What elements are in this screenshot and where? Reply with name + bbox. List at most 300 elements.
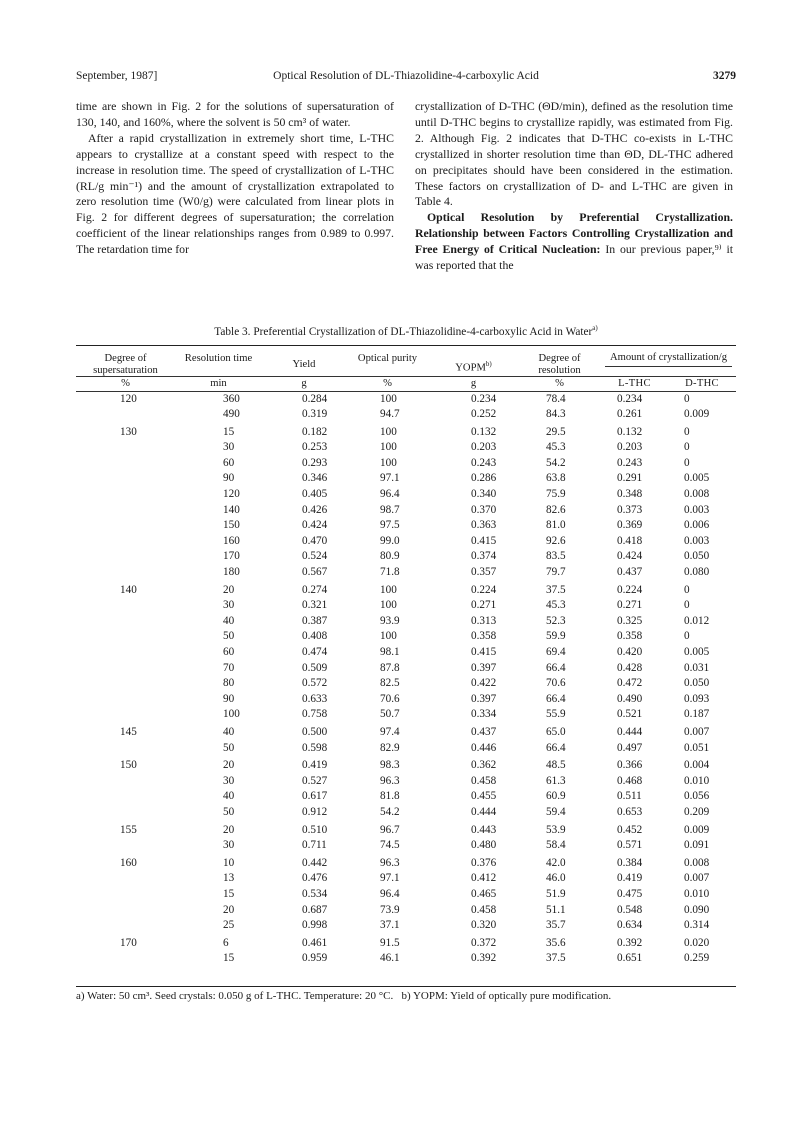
cell-yield: 0.567 (302, 566, 328, 579)
cell-supersaturation (76, 903, 175, 919)
cell-supersaturation (76, 565, 175, 581)
cell-yopm: 0.446 (471, 741, 497, 754)
table-row (76, 741, 736, 757)
cell-yopm: 0.374 (471, 550, 497, 563)
col-header-optical-purity: Optical purity (357, 353, 418, 364)
cell-l-thc: 0.234 (617, 392, 643, 405)
table-row (76, 456, 736, 472)
footnote-b: b) YOPM: Yield of optically pure modification. (401, 990, 612, 1002)
cell-supersaturation: 120 (120, 392, 137, 405)
table-row (76, 391, 736, 407)
cell-time: 20 (223, 823, 235, 836)
cell-resolution: 37.5 (546, 952, 566, 965)
table-row (76, 887, 736, 903)
table-body (76, 391, 736, 967)
cell-supersaturation: 145 (120, 725, 137, 738)
col-header-amount-of-crystallization (601, 349, 736, 377)
cell-purity: 96.3 (380, 856, 400, 869)
cell-l-thc: 0.428 (617, 661, 643, 674)
table-row (76, 598, 736, 614)
cell-yopm: 0.437 (471, 725, 497, 738)
cell-supersaturation (76, 518, 175, 534)
table-row (76, 903, 736, 919)
cell-yopm: 0.465 (471, 887, 497, 900)
unit-yopm: g (429, 377, 518, 392)
cell-resolution: 82.6 (546, 503, 566, 516)
cell-resolution: 37.5 (546, 583, 566, 596)
cell-l-thc: 0.366 (617, 759, 643, 772)
cell-supersaturation (76, 614, 175, 630)
cell-yopm: 0.443 (471, 823, 497, 836)
cell-purity: 100 (380, 456, 397, 469)
table-row (76, 614, 736, 630)
cell-yopm: 0.252 (471, 408, 497, 421)
cell-time: 10 (223, 856, 235, 869)
cell-yield: 0.474 (302, 646, 328, 658)
cell-supersaturation (76, 534, 175, 550)
cell-time: 13 (223, 872, 235, 885)
cell-purity: 94.7 (380, 408, 400, 421)
cell-purity: 74.5 (380, 839, 400, 852)
cell-time: 140 (223, 503, 240, 516)
cell-yield: 0.387 (302, 614, 328, 627)
col-header-d-thc: D-THC (668, 377, 736, 392)
cell-l-thc: 0.369 (617, 519, 643, 532)
cell-resolution: 66.4 (546, 692, 566, 705)
cell-time: 50 (223, 741, 235, 754)
cell-yield: 0.321 (302, 599, 328, 612)
cell-yopm: 0.363 (471, 519, 497, 532)
cell-yield: 0.424 (302, 519, 328, 532)
cell-l-thc: 0.384 (617, 856, 643, 869)
cell-d-thc: 0.009 (684, 408, 710, 421)
cell-l-thc: 0.548 (617, 903, 643, 916)
unit-purity: % (346, 377, 429, 392)
cell-d-thc: 0.005 (684, 472, 710, 485)
cell-yield: 0.461 (302, 936, 328, 949)
cell-supersaturation (76, 471, 175, 487)
cell-supersaturation (76, 503, 175, 519)
cell-supersaturation (76, 741, 175, 757)
cell-yield: 0.442 (302, 856, 328, 869)
cell-purity: 81.8 (380, 790, 400, 803)
cell-purity: 96.4 (380, 887, 400, 900)
cell-resolution: 61.3 (546, 774, 566, 787)
table-row (76, 838, 736, 854)
col-header-yield: Yield (292, 359, 316, 370)
cell-purity: 50.7 (380, 708, 400, 721)
cell-d-thc: 0.051 (684, 741, 710, 754)
cell-time: 15 (223, 425, 235, 438)
yopm-label: YOPM (455, 362, 486, 374)
cell-l-thc: 0.243 (617, 456, 643, 469)
cell-supersaturation (76, 645, 175, 661)
col-header-l-thc: L-THC (601, 377, 668, 392)
table-caption-note: a) (592, 324, 598, 332)
table-row (76, 676, 736, 692)
cell-resolution: 65.0 (546, 725, 566, 738)
table-header-row (76, 349, 736, 377)
cell-time: 100 (223, 708, 240, 721)
table-row (76, 661, 736, 677)
cell-resolution: 29.5 (546, 425, 566, 438)
cell-l-thc: 0.348 (617, 488, 643, 501)
cell-l-thc: 0.653 (617, 805, 643, 818)
cell-purity: 100 (380, 599, 397, 612)
cell-yopm: 0.203 (471, 441, 497, 454)
table-units-row (76, 377, 736, 392)
data-table (76, 349, 736, 967)
cell-purity: 100 (380, 630, 397, 643)
cell-resolution: 69.4 (546, 646, 566, 658)
cell-purity: 71.8 (380, 566, 400, 579)
cell-supersaturation (76, 838, 175, 854)
cell-supersaturation: 130 (120, 425, 137, 438)
cell-d-thc: 0 (684, 630, 690, 643)
cell-purity: 82.9 (380, 741, 400, 754)
cell-supersaturation (76, 871, 175, 887)
table-row (76, 805, 736, 821)
cell-time: 90 (223, 472, 235, 485)
footnote-a: a) Water: 50 cm³. Seed crystals: 0.050 g of L-THC. Temperature: 20 °C. (76, 990, 394, 1002)
table-row (76, 707, 736, 723)
cell-supersaturation (76, 676, 175, 692)
cell-supersaturation (76, 629, 175, 645)
cell-yield: 0.617 (302, 790, 328, 803)
cell-d-thc: 0.012 (684, 614, 710, 627)
cell-supersaturation (76, 407, 175, 423)
section-heading: Optical Resolution by Preferential Crystallization. Relationship between Factors Controlling Crystallization and Free Energy of Critical Nucleation: (415, 210, 733, 257)
cell-time: 80 (223, 677, 235, 690)
cell-purity: 97.5 (380, 519, 400, 532)
cell-resolution: 53.9 (546, 823, 566, 836)
cell-time: 490 (223, 408, 240, 421)
cell-l-thc: 0.291 (617, 472, 643, 485)
cell-yield: 0.912 (302, 805, 328, 818)
cell-resolution: 52.3 (546, 614, 566, 627)
cell-d-thc: 0.006 (684, 519, 710, 532)
cell-d-thc: 0 (684, 441, 690, 454)
cell-yield: 0.509 (302, 661, 328, 674)
cell-yield: 0.476 (302, 872, 328, 885)
cell-supersaturation (76, 789, 175, 805)
cell-resolution: 42.0 (546, 856, 566, 869)
table-row (76, 440, 736, 456)
table-bottom-rule (76, 986, 736, 987)
cell-yopm: 0.358 (471, 630, 497, 643)
cell-supersaturation: 170 (120, 936, 137, 949)
cell-d-thc: 0.005 (684, 646, 710, 658)
cell-purity: 37.1 (380, 919, 400, 932)
table-footnote (76, 989, 736, 1004)
cell-yield: 0.998 (302, 919, 328, 932)
col-header-yopm (429, 349, 518, 377)
cell-time: 90 (223, 692, 235, 705)
cell-yopm: 0.392 (471, 952, 497, 965)
table-row (76, 723, 736, 741)
cell-d-thc: 0 (684, 599, 690, 612)
cell-d-thc: 0 (684, 425, 690, 438)
cell-l-thc: 0.392 (617, 936, 643, 949)
cell-l-thc: 0.497 (617, 741, 643, 754)
cell-l-thc: 0.511 (617, 790, 642, 803)
cell-l-thc: 0.651 (617, 952, 643, 965)
col-header-supersaturation: Degree of supersaturation (93, 353, 158, 376)
cell-d-thc: 0.007 (684, 725, 710, 738)
cell-yield: 0.758 (302, 708, 328, 721)
cell-d-thc: 0.007 (684, 872, 710, 885)
cell-purity: 100 (380, 425, 397, 438)
cell-time: 180 (223, 566, 240, 579)
cell-resolution: 54.2 (546, 456, 566, 469)
cell-d-thc: 0.020 (684, 936, 710, 949)
table-row (76, 789, 736, 805)
cell-time: 40 (223, 614, 235, 627)
cell-yopm: 0.397 (471, 661, 497, 674)
table-row (76, 934, 736, 952)
yopm-note: b) (485, 360, 492, 368)
cell-yopm: 0.444 (471, 805, 497, 818)
cell-time: 15 (223, 887, 235, 900)
cell-time: 160 (223, 534, 240, 547)
cell-l-thc: 0.475 (617, 887, 643, 900)
cell-purity: 93.9 (380, 614, 400, 627)
col-header-resolution-time: Resolution time (184, 353, 253, 364)
table-row (76, 871, 736, 887)
cell-resolution: 66.4 (546, 741, 566, 754)
cell-resolution: 83.5 (546, 550, 566, 563)
table-row (76, 774, 736, 790)
cell-l-thc: 0.437 (617, 566, 643, 579)
cell-purity: 91.5 (380, 936, 400, 949)
cell-purity: 100 (380, 583, 397, 596)
cell-yopm: 0.357 (471, 566, 497, 579)
cell-purity: 99.0 (380, 534, 400, 547)
cell-yopm: 0.132 (471, 425, 497, 438)
cell-yield: 0.284 (302, 392, 328, 405)
cell-supersaturation (76, 707, 175, 723)
cell-time: 30 (223, 599, 235, 612)
table-caption-text: Table 3. Preferential Crystallization of DL-Thiazolidine-4-carboxylic Acid in Water (214, 325, 593, 338)
cell-resolution: 59.4 (546, 805, 566, 818)
cell-l-thc: 0.521 (617, 708, 643, 721)
cell-time: 60 (223, 456, 235, 469)
cell-yopm: 0.455 (471, 790, 497, 803)
cell-l-thc: 0.452 (617, 823, 643, 836)
cell-yopm: 0.334 (471, 708, 497, 721)
cell-resolution: 78.4 (546, 392, 566, 405)
amount-header-label: Amount of crystallization/g (605, 352, 732, 367)
cell-resolution: 45.3 (546, 441, 566, 454)
cell-yopm: 0.480 (471, 839, 497, 852)
cell-supersaturation (76, 487, 175, 503)
cell-yopm: 0.224 (471, 583, 497, 596)
cell-yield: 0.711 (302, 839, 327, 852)
cell-yopm: 0.234 (471, 392, 497, 405)
unit-yield: g (262, 377, 346, 392)
cell-time: 150 (223, 519, 240, 532)
cell-yield: 0.470 (302, 534, 328, 547)
cell-l-thc: 0.224 (617, 583, 643, 596)
cell-l-thc: 0.358 (617, 630, 643, 643)
cell-resolution: 45.3 (546, 599, 566, 612)
cell-l-thc: 0.418 (617, 534, 643, 547)
table-row (76, 581, 736, 599)
cell-d-thc: 0.010 (684, 887, 710, 900)
cell-l-thc: 0.490 (617, 692, 643, 705)
cell-l-thc: 0.468 (617, 774, 643, 787)
cell-d-thc: 0.080 (684, 566, 710, 579)
cell-yopm: 0.320 (471, 919, 497, 932)
cell-supersaturation (76, 661, 175, 677)
cell-d-thc: 0.031 (684, 661, 710, 674)
cell-supersaturation (76, 805, 175, 821)
cell-purity: 96.3 (380, 774, 400, 787)
cell-purity: 98.3 (380, 759, 400, 772)
cell-d-thc: 0.056 (684, 790, 710, 803)
cell-time: 60 (223, 646, 235, 658)
cell-d-thc: 0 (684, 583, 690, 596)
cell-d-thc: 0.008 (684, 856, 710, 869)
cell-time: 120 (223, 488, 240, 501)
cell-yield: 0.572 (302, 677, 328, 690)
cell-resolution: 59.9 (546, 630, 566, 643)
cell-l-thc: 0.203 (617, 441, 643, 454)
cell-supersaturation (76, 774, 175, 790)
cell-time: 40 (223, 725, 235, 738)
table-row (76, 854, 736, 872)
table-row (76, 503, 736, 519)
cell-resolution: 60.9 (546, 790, 566, 803)
header-title: Optical Resolution of DL-Thiazolidine-4-carboxylic Acid (273, 70, 539, 82)
cell-yopm: 0.243 (471, 456, 497, 469)
table-top-rule (76, 345, 736, 346)
cell-d-thc: 0.090 (684, 903, 710, 916)
cell-d-thc: 0.010 (684, 774, 710, 787)
cell-yield: 0.527 (302, 774, 328, 787)
cell-yield: 0.274 (302, 583, 328, 596)
cell-yopm: 0.415 (471, 646, 497, 658)
right-paragraph-1: crystallization of D-THC (ΘD/min), defined as the resolution time until D-THC begins to crystallize rapidly, was estimated from Fig. 2. Although Fig. 2 indicates that D-THC co-exists in L-THC crystallized in shorter resolution time than ΘD, DL-THC adhered on precipitates should have been considered in the estimation. These factors on crystallization of D- and L-THC are given in Table 4. (415, 99, 733, 209)
cell-purity: 98.7 (380, 503, 400, 516)
cell-yopm: 0.376 (471, 856, 497, 869)
cell-purity: 97.1 (380, 872, 400, 885)
cell-yield: 0.408 (302, 630, 328, 643)
cell-d-thc: 0.050 (684, 677, 710, 690)
table-row (76, 756, 736, 774)
cell-supersaturation: 150 (120, 759, 137, 772)
cell-time: 50 (223, 805, 235, 818)
cell-d-thc: 0 (684, 456, 690, 469)
cell-yield: 0.687 (302, 903, 328, 916)
cell-d-thc: 0.259 (684, 952, 710, 965)
unit-time: min (175, 377, 262, 392)
cell-yield: 0.319 (302, 408, 328, 421)
cell-l-thc: 0.420 (617, 646, 643, 658)
table-row (76, 629, 736, 645)
cell-l-thc: 0.444 (617, 725, 643, 738)
running-header (76, 70, 736, 86)
cell-yopm: 0.397 (471, 692, 497, 705)
cell-yield: 0.633 (302, 692, 328, 705)
cell-l-thc: 0.424 (617, 550, 643, 563)
cell-yopm: 0.372 (471, 936, 497, 949)
cell-resolution: 92.6 (546, 534, 566, 547)
cell-time: 50 (223, 630, 235, 643)
cell-time: 30 (223, 839, 235, 852)
cell-purity: 96.7 (380, 823, 400, 836)
col-header-degree-of-resolution: Degree of resolution (538, 353, 581, 376)
cell-yield: 0.405 (302, 488, 328, 501)
cell-yopm: 0.271 (471, 599, 497, 612)
cell-supersaturation (76, 549, 175, 565)
cell-resolution: 63.8 (546, 472, 566, 485)
cell-supersaturation (76, 598, 175, 614)
cell-yopm: 0.370 (471, 503, 497, 516)
cell-time: 40 (223, 790, 235, 803)
cell-l-thc: 0.571 (617, 839, 643, 852)
cell-l-thc: 0.419 (617, 872, 643, 885)
cell-yopm: 0.458 (471, 903, 497, 916)
table-row (76, 918, 736, 934)
table-row (76, 407, 736, 423)
cell-d-thc: 0 (684, 392, 690, 405)
cell-yopm: 0.422 (471, 677, 497, 690)
cell-l-thc: 0.634 (617, 919, 643, 932)
cell-d-thc: 0.009 (684, 823, 710, 836)
table-row (76, 471, 736, 487)
table-caption (76, 324, 736, 338)
cell-time: 360 (223, 392, 240, 405)
cell-yield: 0.293 (302, 456, 328, 469)
right-paragraph-2 (415, 210, 733, 274)
cell-yield: 0.182 (302, 425, 328, 438)
table-row (76, 423, 736, 441)
cell-d-thc: 0.003 (684, 503, 710, 516)
cell-supersaturation (76, 692, 175, 708)
cell-purity: 97.4 (380, 725, 400, 738)
table-row (76, 821, 736, 839)
cell-purity: 100 (380, 441, 397, 454)
cell-yield: 0.959 (302, 952, 328, 965)
cell-supersaturation (76, 887, 175, 903)
left-paragraph-1: time are shown in Fig. 2 for the solutions of supersaturation of 130, 140, and 160%, where the solvent is 50 cm³ of water. (76, 99, 394, 129)
cell-resolution: 35.7 (546, 919, 566, 932)
table-row (76, 487, 736, 503)
cell-d-thc: 0.093 (684, 692, 710, 705)
cell-yield: 0.426 (302, 503, 328, 516)
cell-resolution: 84.3 (546, 408, 566, 421)
cell-resolution: 35.6 (546, 936, 566, 949)
cell-purity: 70.6 (380, 692, 400, 705)
cell-d-thc: 0.004 (684, 759, 710, 772)
cell-l-thc: 0.325 (617, 614, 643, 627)
cell-time: 30 (223, 441, 235, 454)
cell-purity: 98.1 (380, 646, 400, 658)
cell-yopm: 0.412 (471, 872, 497, 885)
cell-time: 20 (223, 903, 235, 916)
cell-purity: 97.1 (380, 472, 400, 485)
cell-resolution: 66.4 (546, 661, 566, 674)
cell-supersaturation: 160 (120, 856, 137, 869)
cell-yield: 0.524 (302, 550, 328, 563)
cell-time: 20 (223, 583, 235, 596)
cell-yield: 0.510 (302, 823, 328, 836)
section-text: In our previous paper,⁹⁾ it was reported that the (415, 242, 734, 273)
cell-resolution: 58.4 (546, 839, 566, 852)
cell-resolution: 81.0 (546, 519, 566, 532)
cell-resolution: 51.9 (546, 887, 566, 900)
